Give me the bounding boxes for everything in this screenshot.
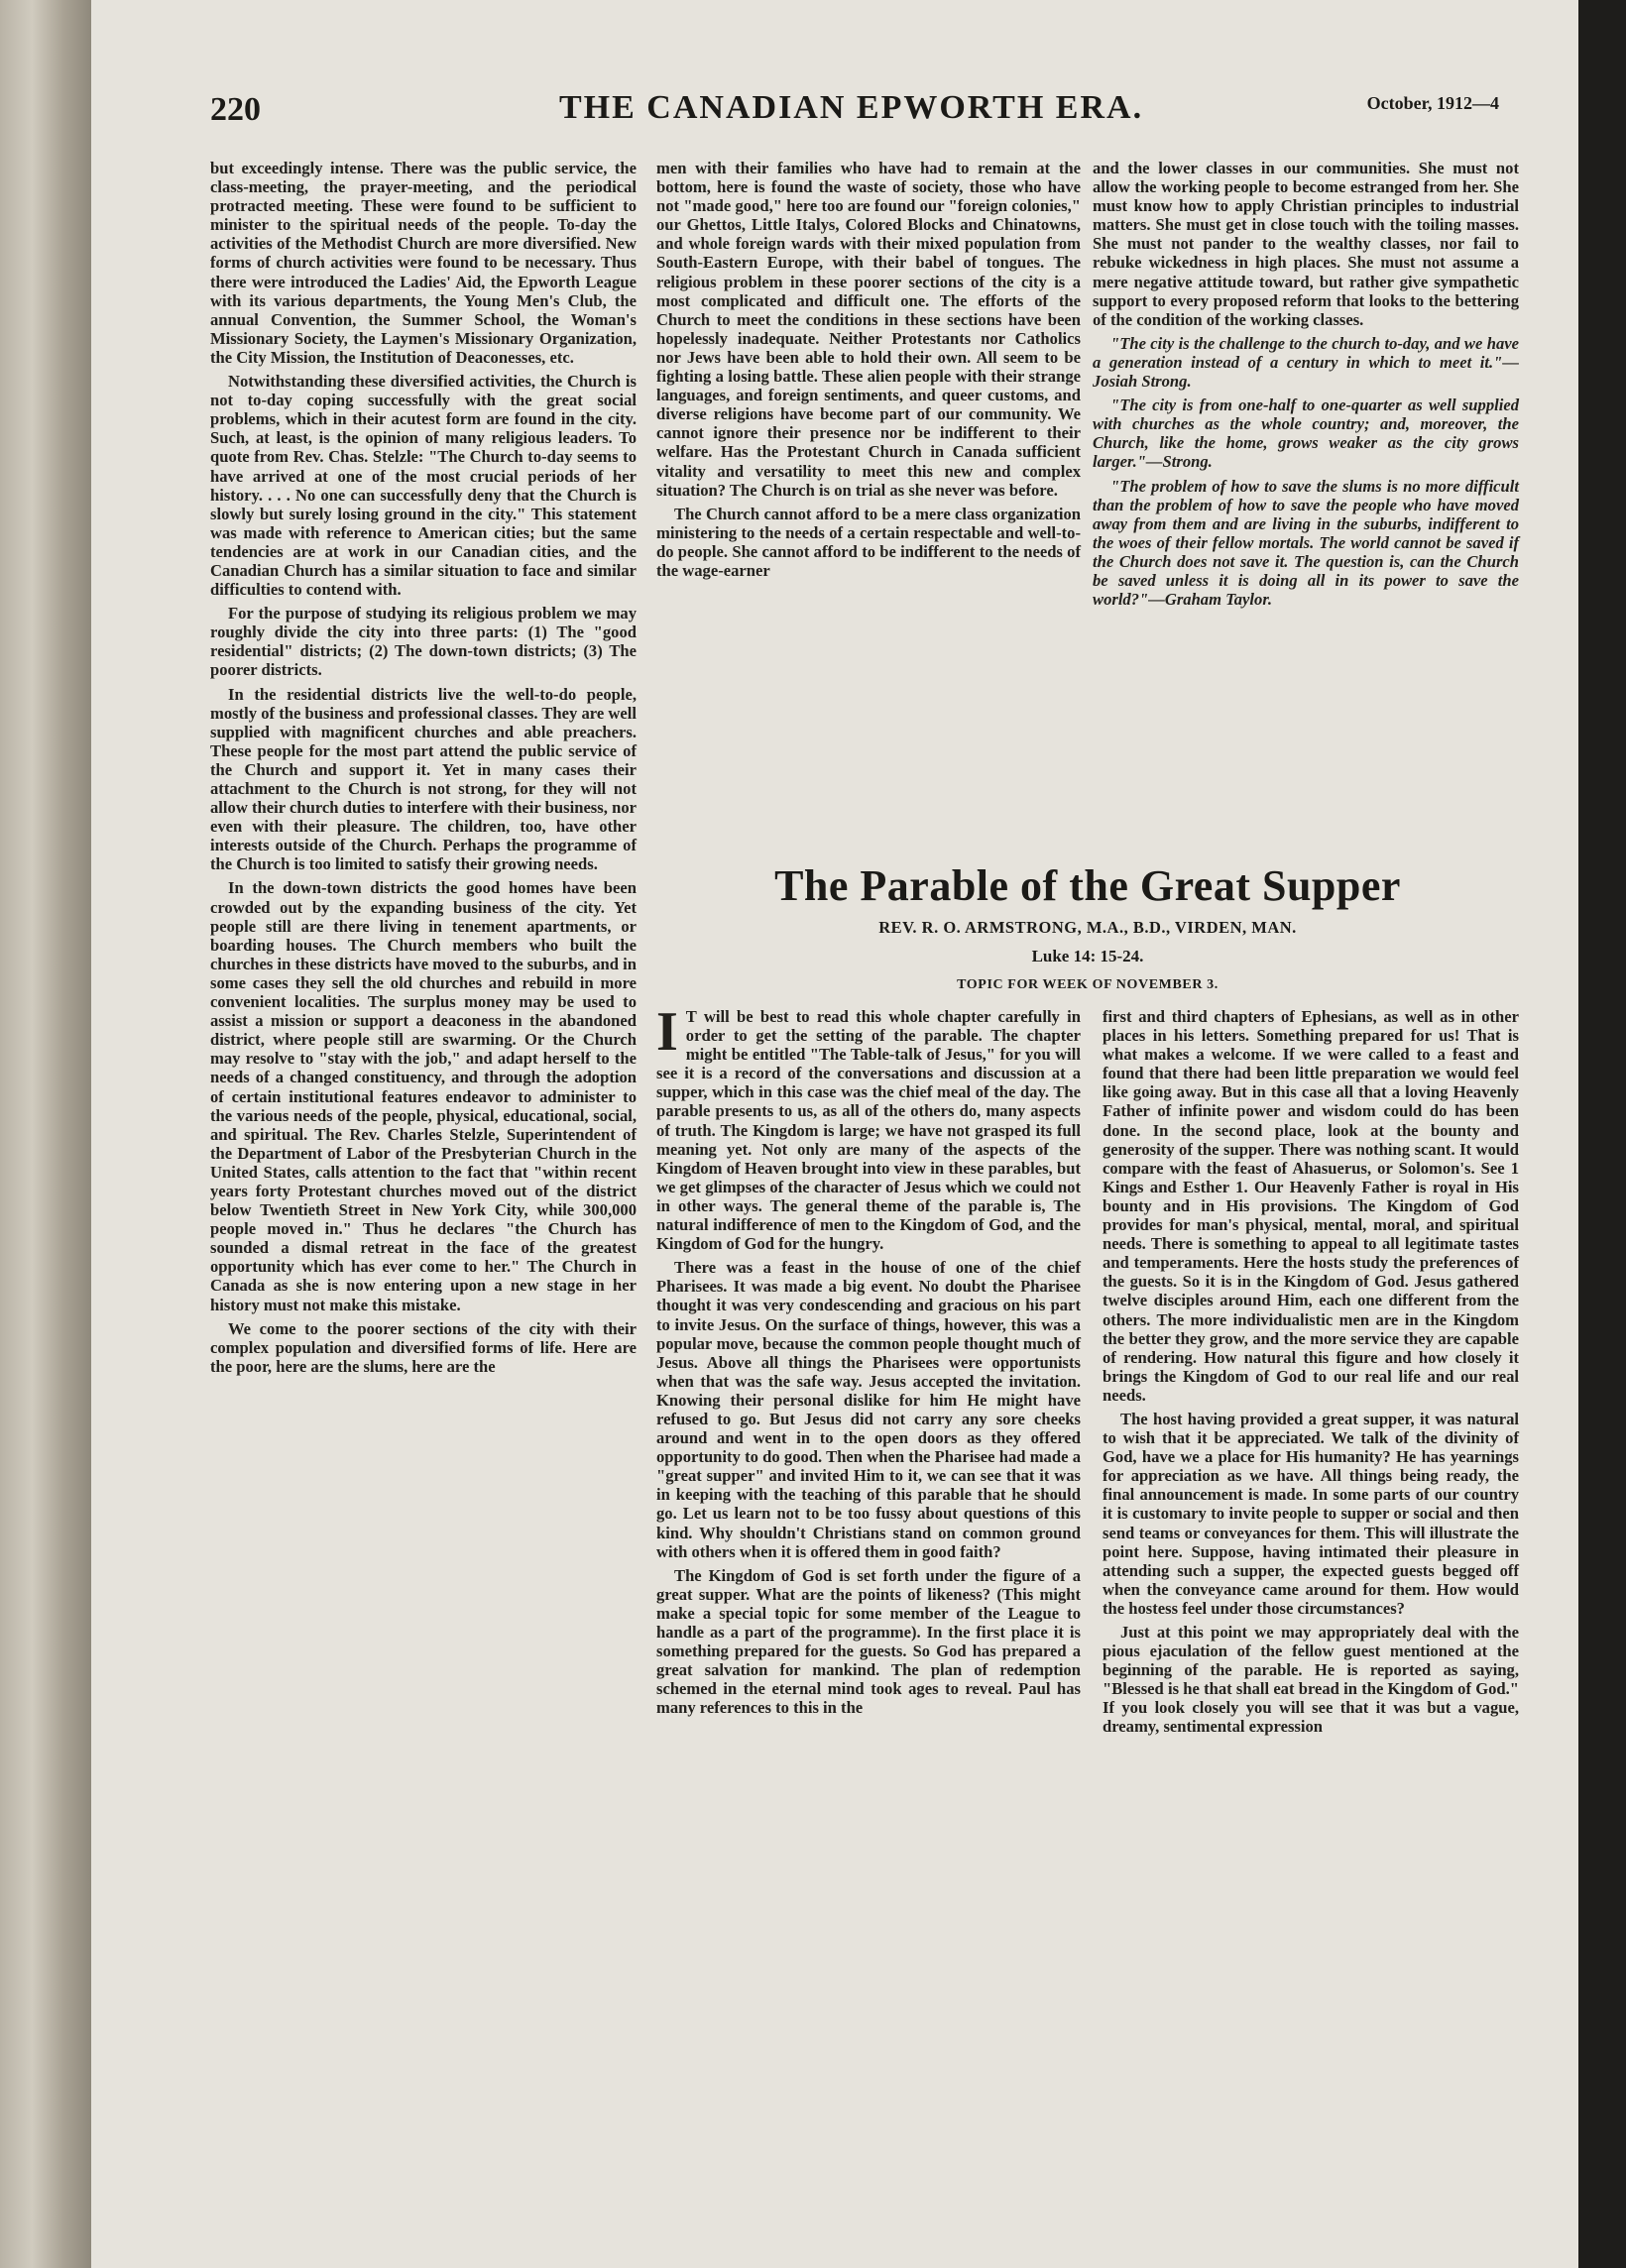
quotation: "The city is from one-half to one-quarter as well supplied with churches as the whole country; and, moreover, the Church, like the home, grows weaker as the city grows larger."—Strong. <box>1093 396 1519 472</box>
quotation: "The problem of how to save the slums is no more difficult than the problem of how to save the people who have moved away from them and are living in the suburbs, indifferent to the woes of their fellow mortals. The world cannot be saved if the Church does not save it. The question is, can the Church be saved unless it is doing all in its power to save the world?"—Graham Taylor. <box>1093 476 1519 610</box>
paragraph: In the down-town districts the good homes have been crowded out by the expanding business of the city. Yet people still are there living in tenement apartments, or boarding houses. The Church members who built the churches in these districts have moved to the suburbs, and in some cases they sell the old churches and rebuild in more convenient localities. The surplus money may be used to assist a mission or support a deaconess in the abandoned district, where people still are swarming. Or the Church may resolve to "stay with the job," and adapt herself to the needs of a changed constituency, and through the adoption of certain institutional features endeavor to administer to the various needs of the people, physical, educational, social, and spiritual. The Rev. Charles Stelzle, Superintendent of the Department of Labor of the Presbyterian Church in the United States, calls attention to the fact that "within recent years forty Protestant churches moved out of the district below Twentieth Street in New York City, while 300,000 people moved in." Thus he declares "the Church has sounded a dismal retreat in the face of the greatest opportunity which has ever come to her." The Church in Canada as she is now entering upon a new stage in her history must not make this mistake. <box>210 878 637 1314</box>
paragraph-text: T will be best to read this whole chapter carefully in order to get the setting of the parable. The chapter might be entitled "The Table-talk of Jesus," for you will see it is a record of the conversations and discussion at a supper, which in this case was the chief meal of the day. The parable presents to us, as all of the others do, many aspects of truth. The Kingdom is large; we have not grasped its full meaning yet. Not only are many of the aspects of the Kingdom of Heaven brought into view in these parables, but we get glimpses of the character of Jesus which we could not in other ways. The general theme of the parable is, The natural indifference of men to the Kingdom of God, and the Kingdom of God for the hungry. <box>656 1007 1081 1254</box>
paragraph: There was a feast in the house of one of the chief Pharisees. It was made a big event. No doubt the Pharisee thought it was very condescending and gracious on his part to invite Jesus. On the surface of things, however, this was a popular move, because the common people thought much of Jesus. Above all things the Pharisees were opportunists when that was the safe way. Jesus accepted the invitation. Knowing their personal dislike for him He might have refused to go. But Jesus did not carry any sore cheeks around and went in to the open doors as they offered opportunity to do good. Then when the Pharisee had made a "great supper" and invited Him to it, we can see that it was in keeping with the teaching of this parable that he should go. Let us learn not to be too fussy about questions of this kind. Why shouldn't Christians stand on common ground with others when it is offered them in good faith? <box>656 1258 1081 1561</box>
quotation: "The city is the challenge to the church to-day, and we have a generation instead of a century in which to meet it."—Josiah Strong. <box>1093 333 1519 392</box>
paragraph: The Church cannot afford to be a mere class organization ministering to the needs of a certain respectable and well-to-do people. She cannot afford to be indifferent to the needs of the wage-earner <box>656 504 1081 580</box>
book-binding <box>0 0 91 2268</box>
paragraph <box>656 1001 1081 1254</box>
page-number: 220 <box>210 91 261 128</box>
paragraph: The host having provided a great supper, it was natural to wish that it be appreciated. We talk of the divinity of God, have we a place for His humanity? He has yearnings for appreciation as we have. All things being ready, the final announcement is made. In some parts of our country it is customary to invite people to supper or social and then send teams or conveyances for them. This will illustrate the point here. Suppose, having intimated their pleasure in attending such a supper, the expected guests begged off when the conveyance came around for them. How would the hostess feel under those circumstances? <box>1103 1409 1519 1618</box>
drop-cap: I <box>656 1001 678 1063</box>
column-2 <box>656 159 1081 843</box>
journal-title: THE CANADIAN EPWORTH ERA. <box>559 89 1144 126</box>
column-1 <box>210 159 637 2201</box>
paragraph: Notwithstanding these diversified activities, the Church is not to-day coping successfully with the great social problems, which in their acutest form are found in the city. Such, at least, is the opinion of many religious leaders. To quote from Rev. Chas. Stelzle: "The Church to-day seems to have arrived at one of the most crucial periods of her history. . . . No one can successfully deny that the Church is slowly but surely losing ground in the city." This statement was made with reference to American cities; but the same tendencies are at work in our Canadian cities, and the Canadian Church has a similar situation to face and similar difficulties to contend with. <box>210 372 637 600</box>
running-header <box>210 87 1499 137</box>
paragraph: For the purpose of studying its religious problem we may roughly divide the city into three parts: (1) The "good residential" districts; (2) The down-town districts; (3) The poorer districts. <box>210 604 637 680</box>
paragraph: first and third chapters of Ephesians, as well as in other places in his letters. Something prepared for us! That is what makes a welcome. If we were called to a feast and found that there had been little preparation we would feel like going away. But in this case all that a loving Heavenly Father of infinite power and wisdom could do has been done. In the second place, look at the bounty and generosity of the supper. There was nothing scant. It would compare with the feast of Ahasuerus, or Solomon's. See 1 Kings and Esther 1. Our Heavenly Father is royal in His bounty and in His provisions. The Kingdom of God provides for man's physical, mental, moral, and spiritual needs. There is something to appeal to all legitimate tastes and temperaments. Here the hosts study the preferences of the guests. So it is in the Kingdom of God. Jesus gathered twelve disciples around Him, each one different from the others. The more individualistic men are in the Kingdom the better they grow, and the more service they are capable of rendering. How natural this figure and how closely it brings the Kingdom of God to our real life and our real needs. <box>1103 1007 1519 1405</box>
scan-edge <box>1578 0 1626 2268</box>
article-title: The Parable of the Great Supper <box>774 861 1401 910</box>
paragraph: We come to the poorer sections of the city with their complex population and diversified forms of life. Here are the poor, here are the slums, here are the <box>210 1318 637 1376</box>
topic-line: TOPIC FOR WEEK OF NOVEMBER 3. <box>957 977 1219 992</box>
column-4 <box>656 1001 1081 2197</box>
paragraph: The Kingdom of God is set forth under the figure of a great supper. What are the points of likeness? (This might make a special topic for some member of the League to handle as a part of the programme). In the first place it is something prepared for the guests. So God has prepared a great salvation for mankind. The plan of redemption schemed in the eternal mind took ages to reveal. Paul has many references to this in the <box>656 1565 1081 1718</box>
scripture-reference: Luke 14: 15-24. <box>1031 947 1144 965</box>
paragraph: but exceedingly intense. There was the public service, the class-meeting, the prayer-meeting, and the periodical protracted meeting. These were found to be sufficient to minister to the spiritual needs of the people. To-day the activities of the Methodist Church are more diversified. New forms of church activities were found to be necessary. Thus there were introduced the Ladies' Aid, the Epworth League with its various departments, the Young Men's Club, the annual Convention, the Summer School, the Woman's Missionary Society, the Laymen's Missionary Organization, the City Mission, the Institution of Deaconesses, etc. <box>210 159 637 367</box>
paragraph: and the lower classes in our communities. She must not allow the working people to become estranged from her. She must know how to apply Christian principles to industrial matters. She must get in close touch with the toiling masses. She must not pander to the wealthy classes, nor fail to rebuke wickedness in high places. She must not assume a mere negative attitude toward, but rather give sympathetic support to every proposed reform that looks to the bettering of the condition of the working classes. <box>1093 159 1519 329</box>
issue-date: October, 1912—4 <box>1366 93 1499 113</box>
column-5 <box>1103 1007 1519 2197</box>
article-author: REV. R. O. ARMSTRONG, M.A., B.D., VIRDEN, MAN. <box>878 918 1297 937</box>
paragraph: Just at this point we may appropriately deal with the pious ejaculation of the fellow guest mentioned at the beginning of the parable. He is reported as saying, "Blessed is he that shall eat bread in the Kingdom of God." If you look closely you will see that it was but a vague, dreamy, sentimental expression <box>1103 1623 1519 1737</box>
column-3 <box>1093 159 1519 843</box>
paragraph: In the residential districts live the well-to-do people, mostly of the business and professional classes. They are well supplied with magnificent churches and able preachers. These people for the most part attend the public service of the Church and support it. Yet in many cases their attachment to the Church is not strong, for they will not allow their church duties to interfere with their business, nor even with their pleasure. The children, too, have other interests outside of the Church. Perhaps the programme of the Church is too limited to satisfy their growing needs. <box>210 684 637 874</box>
paragraph: men with their families who have had to remain at the bottom, here is found the waste of society, those who have not "made good," here too are found our "foreign colonies," our Ghettos, Little Italys, Colored Blocks and Chinatowns, and whole foreign wards with their mixed population from South-Eastern Europe, with their babel of tongues. The religious problem in these poorer sections of the city is a most complicated and difficult one. The efforts of the Church to meet the conditions in these sections have been hopelessly inadequate. Neither Protestants nor Catholics nor Jews have been able to hold their own. All seem to be fighting a losing battle. These alien people with their strange languages, and foreign sentiments, and queer customs, and diverse religions have become part of our community. We cannot ignore their presence nor be indifferent to their welfare. Has the Protestant Church in Canada sufficient vitality and versatility to meet this new and complex situation? The Church is on trial as she never was before. <box>656 159 1081 500</box>
